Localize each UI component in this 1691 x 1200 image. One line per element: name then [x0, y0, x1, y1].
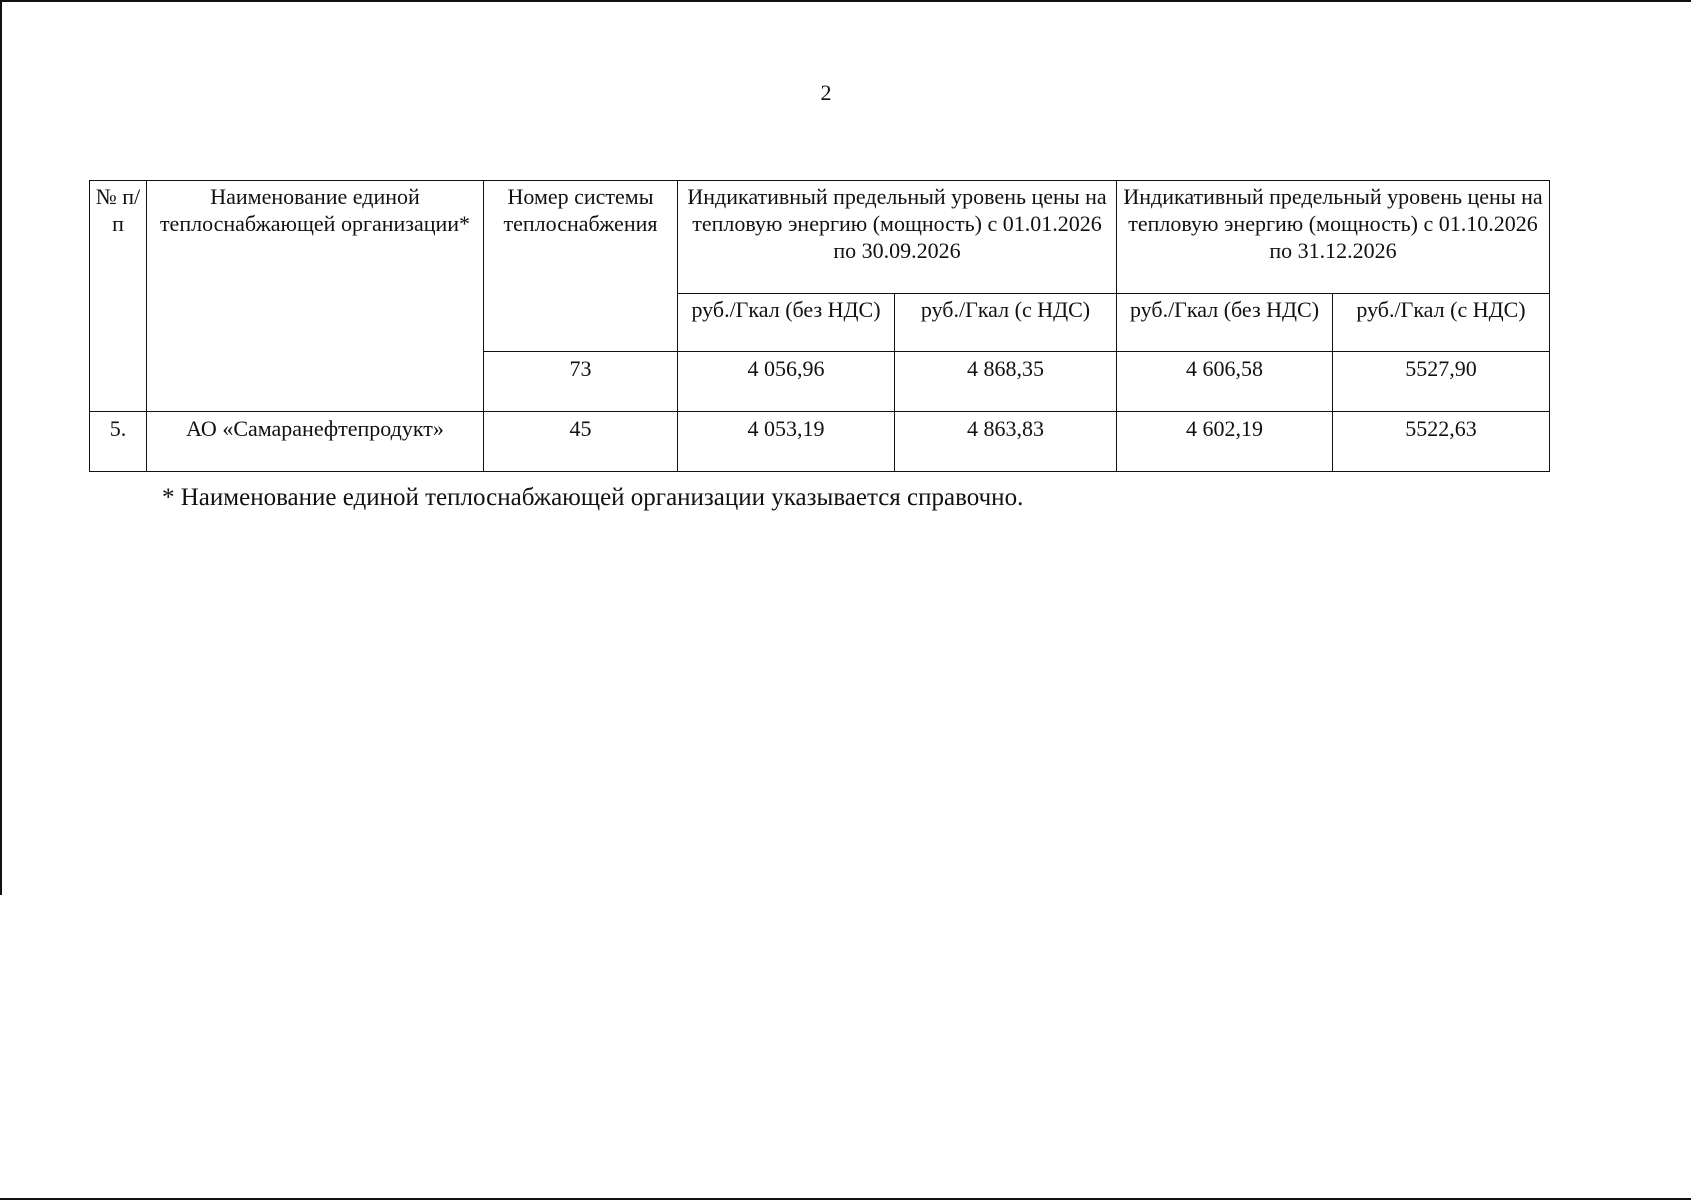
header-period-2: Индикативный предельный уровень цены на тепловую энергию (мощность) с 01.10.2026 по 31.12.2026: [1117, 181, 1550, 294]
cell-system: 73: [484, 352, 678, 412]
left-edge-line: [0, 0, 2, 895]
cell-system: 45: [484, 412, 678, 472]
tariff-table: [89, 180, 1550, 472]
header-p2-vat: руб./Гкал (с НДС): [1333, 294, 1550, 352]
header-p2-no-vat: руб./Гкал (без НДС): [1117, 294, 1333, 352]
header-p1-no-vat: руб./Гкал (без НДС): [678, 294, 895, 352]
page-number: 2: [820, 80, 832, 105]
cell-p2-vat: 5522,63: [1333, 412, 1550, 472]
footnote: * Наименование единой теплоснабжающей организации указывается справочно.: [162, 484, 1024, 511]
header-period-1: Индикативный предельный уровень цены на тепловую энергию (мощность) с 01.01.2026 по 30.09.2026: [678, 181, 1117, 294]
header-system-num: Номер системы теплоснабжения: [484, 181, 678, 352]
table-row: [90, 412, 1550, 472]
header-org-name: Наименование единой теплоснабжающей организации*: [147, 181, 484, 412]
cell-p1-vat: 4 868,35: [895, 352, 1117, 412]
cell-p2-no-vat: 4 606,58: [1117, 352, 1333, 412]
header-row: [90, 181, 1550, 294]
cell-p2-no-vat: 4 602,19: [1117, 412, 1333, 472]
top-edge-line: [0, 0, 1691, 2]
header-p1-vat: руб./Гкал (с НДС): [895, 294, 1117, 352]
cell-p1-vat: 4 863,83: [895, 412, 1117, 472]
cell-p1-no-vat: 4 053,19: [678, 412, 895, 472]
cell-num: 5.: [90, 412, 147, 472]
cell-p1-no-vat: 4 056,96: [678, 352, 895, 412]
cell-org: АО «Самаранефтепродукт»: [147, 412, 484, 472]
header-num: № п/п: [90, 181, 147, 412]
cell-p2-vat: 5527,90: [1333, 352, 1550, 412]
